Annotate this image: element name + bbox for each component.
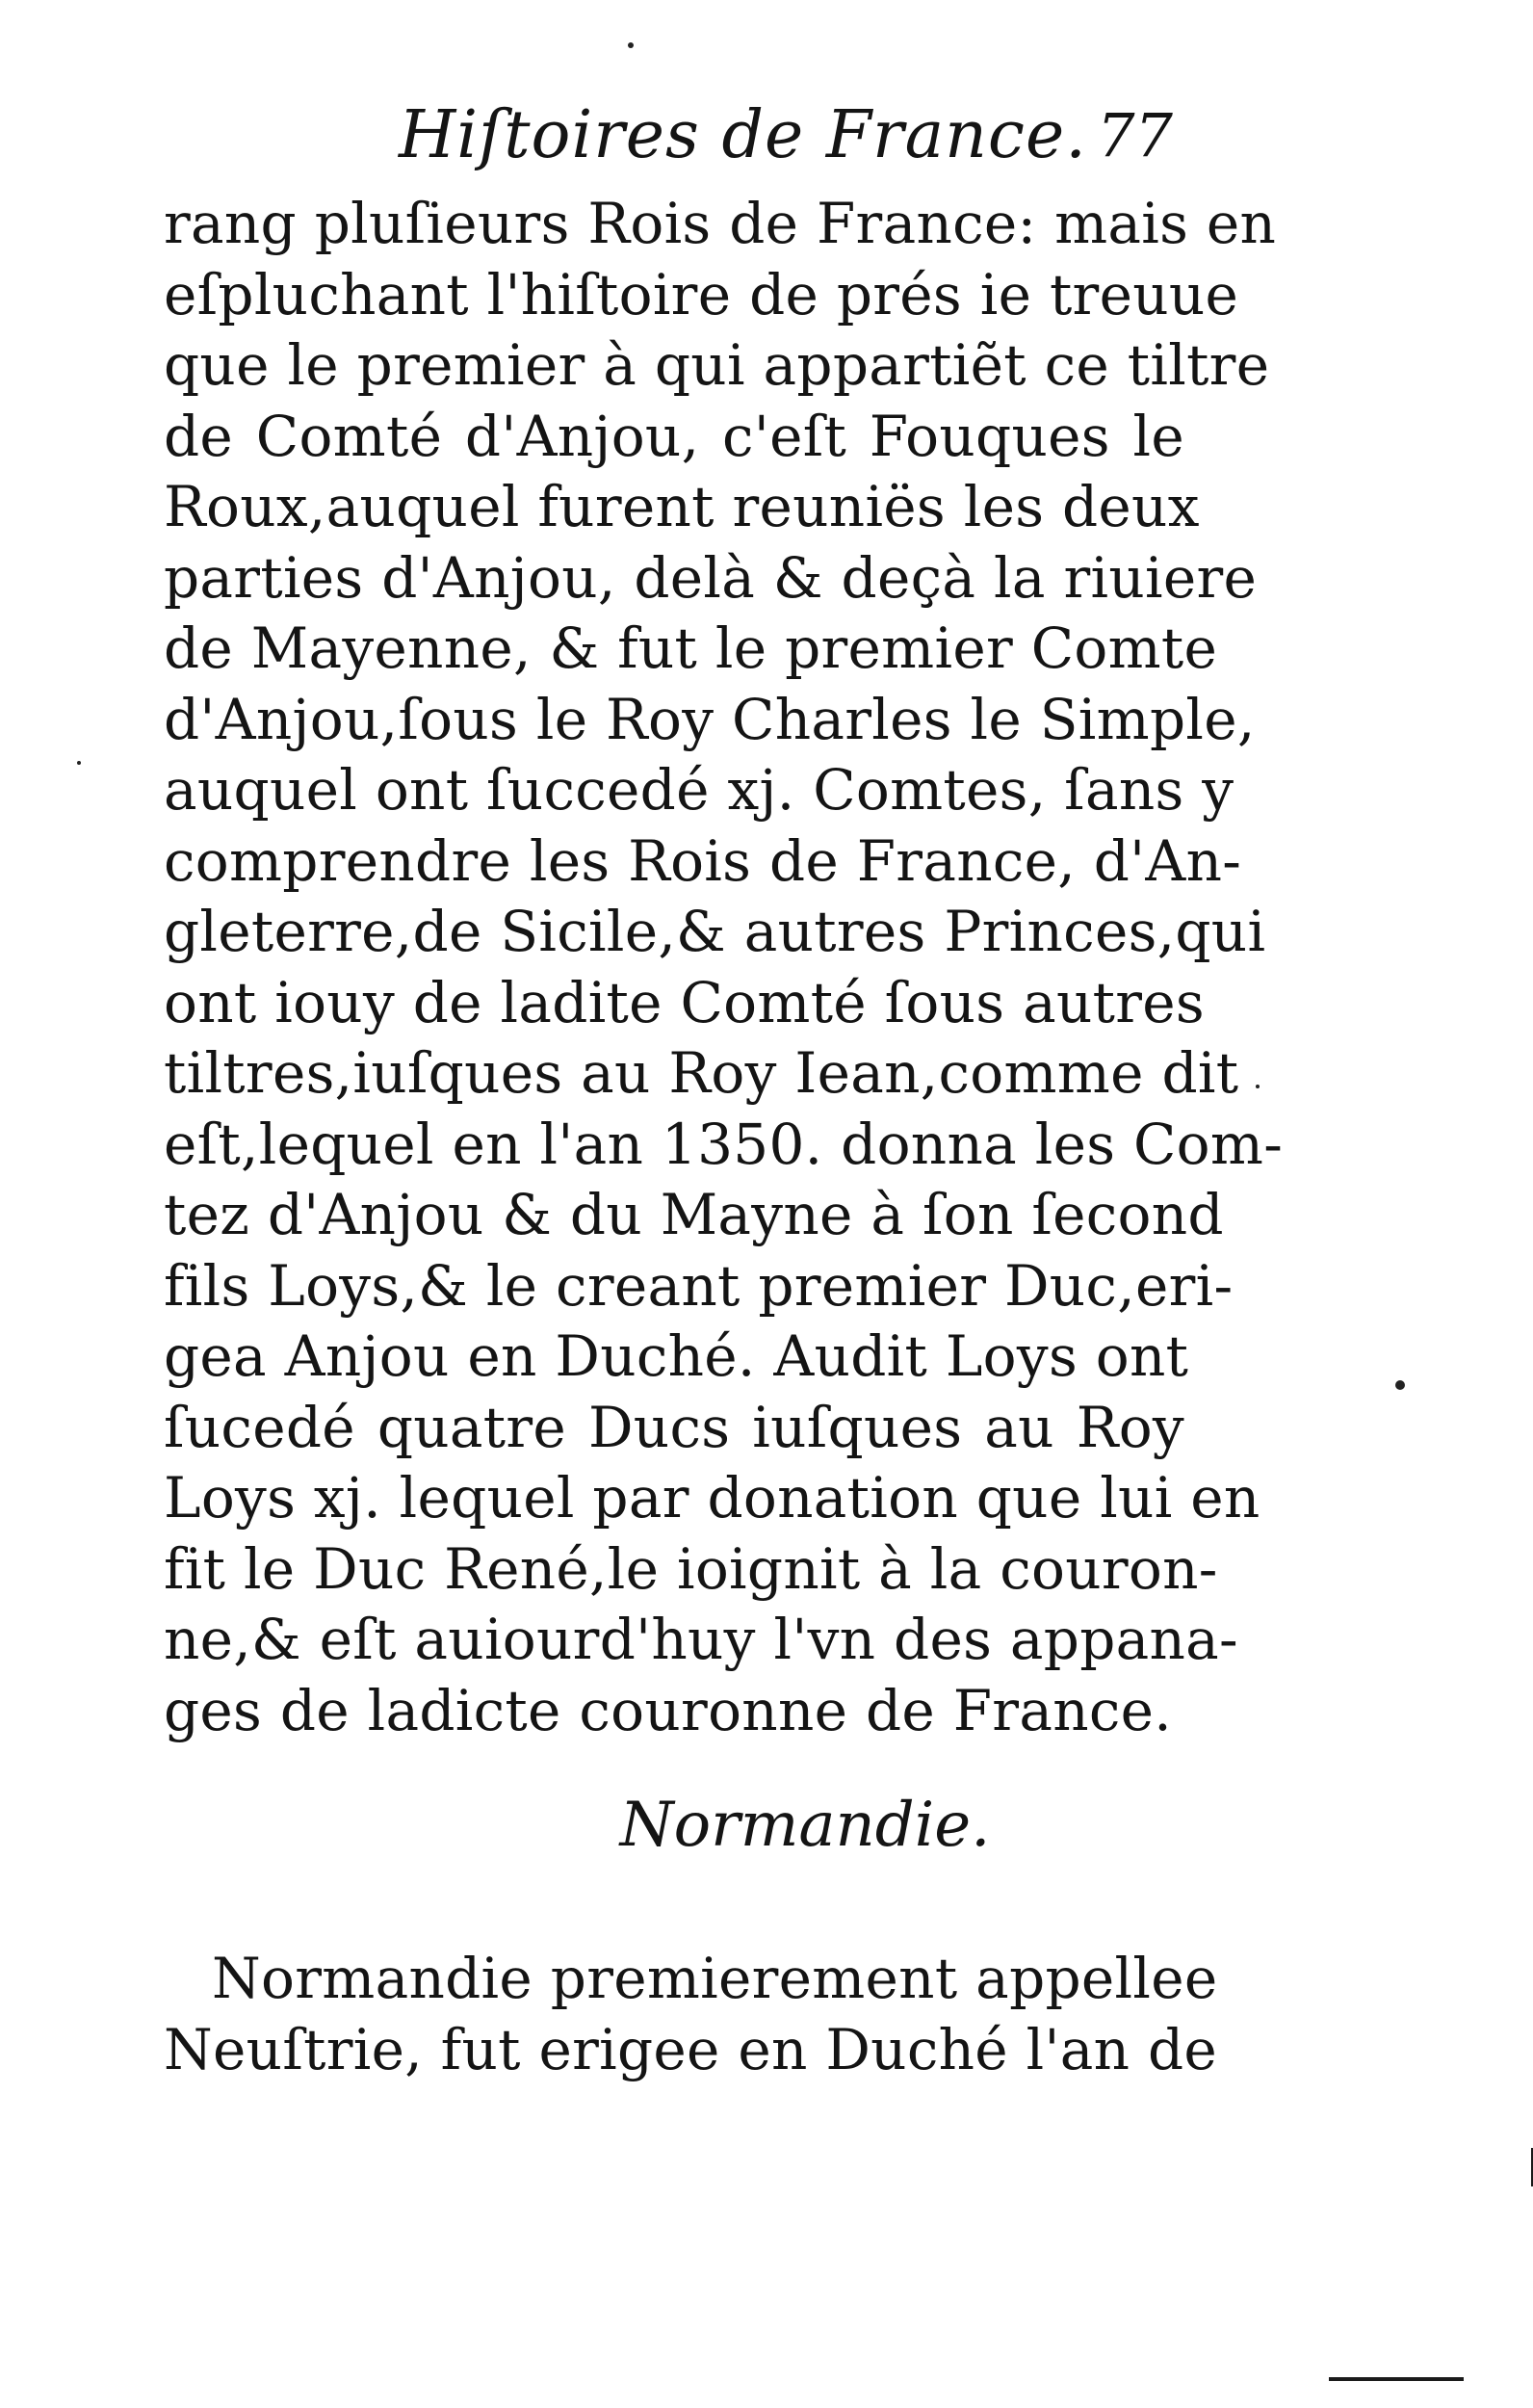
running-head — [376, 92, 1184, 179]
text-line: auquel ont ſuccedé xj. Comtes, ſans y — [164, 757, 1234, 823]
text-line: ont iouy de ladite Comté ſous autres — [164, 969, 1205, 1035]
text-line: Roux,auquel furent reuniës les deux — [164, 474, 1200, 539]
scan-speck — [628, 42, 634, 48]
text-line: Neuſtrie, fut erigee en Duché l'an de — [164, 2016, 1218, 2082]
text-line: ſucedé quatre Ducs iuſques au Roy — [164, 1394, 1184, 1460]
page-number: 77 — [1097, 100, 1173, 170]
text-line: d'Anjou,ſous le Roy Charles le Simple, — [164, 686, 1256, 752]
body-text — [164, 189, 1284, 1746]
scan-speck — [77, 761, 81, 765]
section-text — [164, 1944, 1218, 2085]
text-line: gleterre,de Sicile,& autres Princes,qui — [164, 899, 1266, 964]
section-heading — [0, 1782, 1533, 1869]
text-line: tiltres,iuſques au Roy Iean,comme dit — [164, 1040, 1239, 1106]
text-line: comprendre les Rois de France, d'An- — [164, 827, 1242, 894]
text-line: Normandie premierement appellee — [212, 1946, 1218, 2011]
text-line: rang pluſieurs Rois de France: mais en — [164, 191, 1277, 256]
text-line: ges de ladicte couronne de France. — [164, 1677, 1173, 1743]
text-line: de Mayenne, & fut le premier Comte — [164, 615, 1218, 681]
text-line: eſt,lequel en l'an 1350. donna les Com- — [164, 1111, 1284, 1177]
running-title: Hiſtoires de France. — [399, 97, 1087, 173]
text-line: fils Loys,& le creant premier Duc,eri- — [164, 1252, 1234, 1319]
text-line: eſpluchant l'hiſtoire de prés ie treuue — [164, 261, 1239, 327]
text-line: de Comté d'Anjou, c'eſt Fouques le — [164, 403, 1184, 469]
section-heading-text: Normandie. — [619, 1790, 991, 1861]
scan-mark — [1329, 2377, 1464, 2381]
scan-speck — [1395, 1380, 1405, 1390]
text-line: tez d'Anjou & du Mayne à ſon ſecond — [164, 1182, 1224, 1247]
text-line: ne,& eſt auiourd'huy l'vn des appana- — [164, 1607, 1238, 1672]
text-line: parties d'Anjou, delà & deçà la riuiere — [164, 544, 1258, 611]
text-line: Loys xj. lequel par donation que lui en — [164, 1465, 1260, 1531]
scan-speck — [1256, 1085, 1260, 1088]
text-line: fit le Duc René,le ioignit à la couron- — [164, 1535, 1218, 1602]
text-line: que le premier à qui appartiẽt ce tiltre — [164, 332, 1270, 398]
text-line: gea Anjou en Duché. Audit Loys ont — [164, 1323, 1189, 1389]
